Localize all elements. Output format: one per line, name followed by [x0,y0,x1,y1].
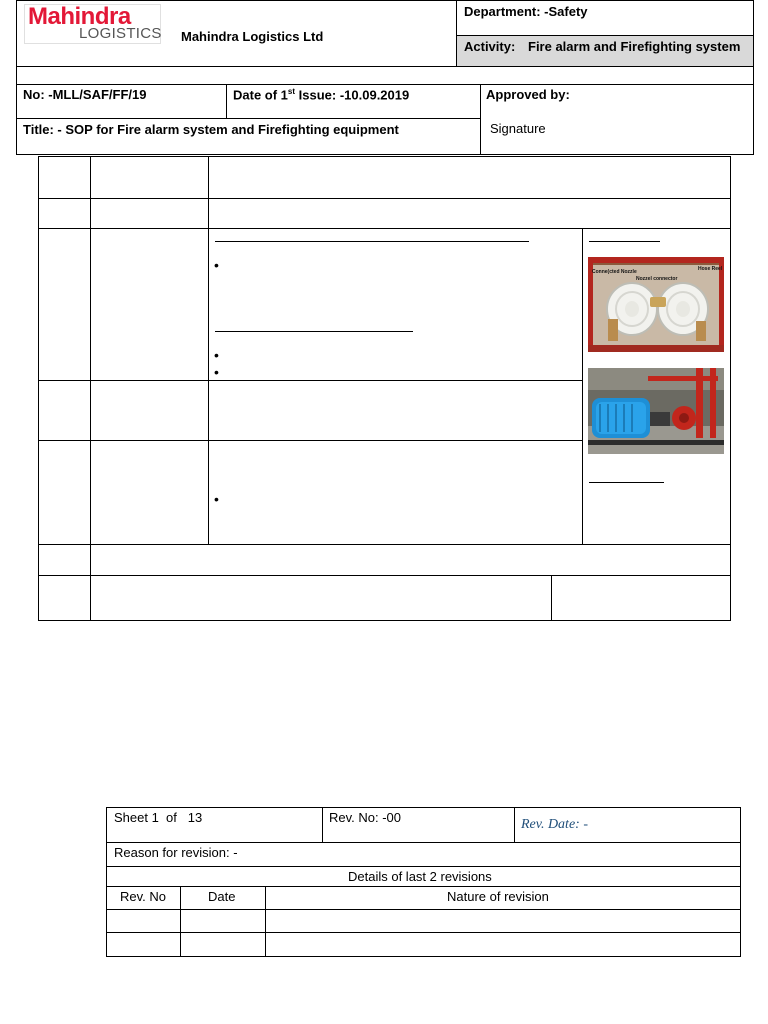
bullet: • [214,364,219,380]
photo-label-hose-reel: Hose Reel [698,266,723,272]
hose-reel-illustration [588,257,724,352]
reason-for-revision: Reason for revision: - [114,845,238,860]
column-date: Date [208,889,236,904]
revision-details-heading: Details of last 2 revisions [348,869,492,884]
bullet: • [214,257,219,273]
logo-wordmark: Mahindra [28,3,131,30]
signature-label: Signature [490,121,546,136]
mahindra-logistics-logo [24,4,161,44]
section-heading-underline [215,241,529,242]
photo-label-connector: Nozzel connector [636,276,678,282]
issue-date: Date of 1st Issue: -10.09.2019 [233,87,410,103]
caption-underline [589,482,664,483]
caption-underline [589,241,660,242]
activity-value: Fire alarm and Firefighting system [528,39,741,54]
document-title: Title: - SOP for Fire alarm system and Firefighting equipment [23,122,399,137]
approved-by-label: Approved by: [486,87,570,102]
column-rev-no: Rev. No [120,889,166,904]
company-name: Mahindra Logistics Ltd [181,29,324,44]
activity-label: Activity: [464,39,516,54]
column-nature-of-revision: Nature of revision [447,889,549,904]
department-label: Department: -Safety [464,4,588,19]
revision-date: Rev. Date: - [521,817,588,832]
revision-number: Rev. No: -00 [329,810,402,825]
fire-pump-illustration [588,368,724,454]
hose-reel-photo [588,257,724,352]
document-number: No: -MLL/SAF/FF/19 [23,87,147,102]
photo-label-nozzle: Conne(cted Nozzle [592,269,637,275]
fire-pump-photo [588,368,724,454]
section-heading-underline [215,331,413,332]
sheet-number: Sheet 1 of 13 [114,810,203,825]
bullet: • [214,491,219,507]
bullet: • [214,347,219,363]
logo-subtitle: LOGISTICS [79,25,162,42]
